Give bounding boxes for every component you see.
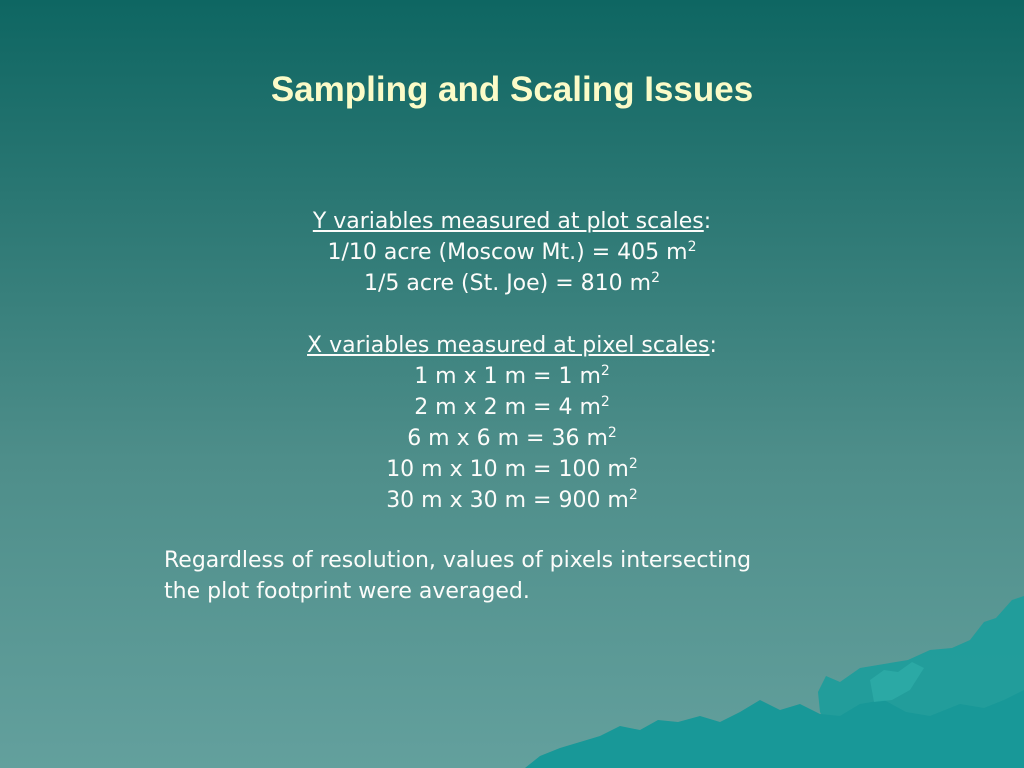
slide-title: Sampling and Scaling Issues bbox=[270, 70, 754, 109]
x-line-text: 30 m x 30 m = 900 m bbox=[386, 488, 629, 513]
x-line-6m bbox=[0, 423, 1024, 454]
y-line-text: 1/5 acre (St. Joe) = 810 m bbox=[363, 271, 652, 296]
x-line-30m bbox=[0, 485, 1024, 516]
superscript: 2 bbox=[600, 363, 610, 379]
x-variables-heading: X variables measured at pixel scales bbox=[307, 333, 710, 358]
superscript: 2 bbox=[687, 239, 697, 255]
x-line-text: 1 m x 1 m = 1 m bbox=[414, 364, 601, 389]
paragraph-line-1: Regardless of resolution, values of pixels intersecting bbox=[164, 548, 752, 573]
superscript: 2 bbox=[628, 456, 638, 472]
y-heading-colon: : bbox=[703, 209, 712, 234]
paragraph-line-2: the plot footprint were averaged. bbox=[164, 579, 530, 604]
x-line-text: 2 m x 2 m = 4 m bbox=[414, 395, 601, 420]
superscript: 2 bbox=[628, 487, 638, 503]
x-line-2m bbox=[0, 392, 1024, 423]
x-variables-heading-line bbox=[0, 330, 1024, 361]
x-line-1m bbox=[0, 361, 1024, 392]
y-line-st-joe bbox=[0, 268, 1024, 299]
x-line-text: 10 m x 10 m = 100 m bbox=[386, 457, 629, 482]
y-line-moscow bbox=[0, 237, 1024, 268]
superscript: 2 bbox=[651, 270, 661, 286]
y-line-text: 1/10 acre (Moscow Mt.) = 405 m bbox=[327, 240, 688, 265]
superscript: 2 bbox=[600, 394, 610, 410]
x-heading-colon: : bbox=[709, 333, 717, 358]
y-variables-heading: Y variables measured at plot scales bbox=[312, 209, 704, 234]
x-line-10m bbox=[0, 454, 1024, 485]
y-variables-heading-line bbox=[0, 206, 1024, 237]
spacer bbox=[0, 299, 1024, 330]
x-line-text: 6 m x 6 m = 36 m bbox=[407, 426, 608, 451]
scales-block bbox=[0, 206, 1024, 516]
superscript: 2 bbox=[607, 425, 617, 441]
averaging-paragraph bbox=[164, 545, 864, 607]
